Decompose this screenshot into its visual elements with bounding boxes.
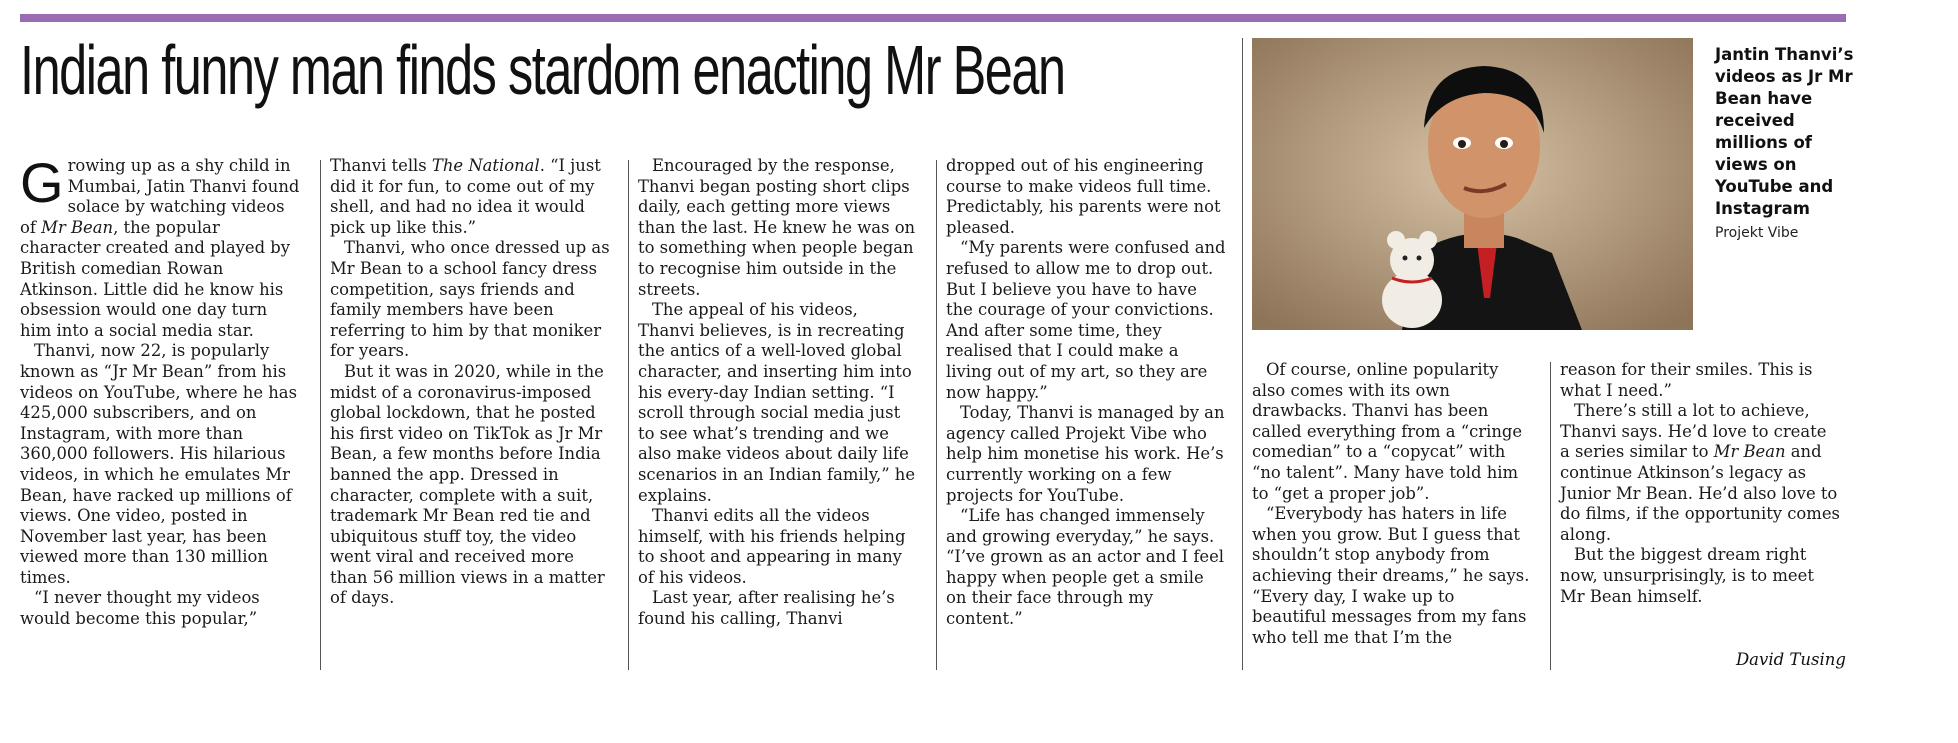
paragraph xyxy=(20,151,300,341)
paragraph: Last year, after realising he’s found his calling, Thanvi xyxy=(638,588,895,629)
caption-text: Jantin Thanvi’s videos as Jr Mr Bean have received millions of views on YouTube and Instagram xyxy=(1715,45,1854,218)
publication-name: The National xyxy=(431,156,540,175)
photo-credit: Projekt Vibe xyxy=(1715,225,1799,241)
paragraph-text: and continue Atkinson’s legacy as Junior Mr Bean. He’d also love to do films, if the opportunity comes along. xyxy=(1560,442,1840,544)
paragraph: “My parents were confused and refused to allow me to drop out. But I believe you have to have the courage of your convictions. And after some time, they realised that I could make a living out of my art, so they are now happy.” xyxy=(946,238,1226,402)
article-column-2 xyxy=(330,156,610,609)
show-title: Mr Bean xyxy=(1713,442,1786,462)
paragraph: Of course, online popularity also comes with its own drawbacks. Thanvi has been called everything from a “cringe comedian” to a “copycat” with “no talent”. Many have told him to “get a proper job”. xyxy=(1252,360,1523,503)
paragraph xyxy=(1560,401,1840,545)
paragraph: Thanvi, now 22, is popularly known as “Jr Mr Bean” from his videos on YouTube, where he has 425,000 subscribers, and on Instagram, with more than 360,000 followers. His hilarious videos, in which he emulates Mr Bean, have racked up millions of views. One video, posted in November last year, has been viewed more than 130 million times. xyxy=(20,341,297,587)
paragraph: reason for their smiles. This is what I need.” xyxy=(1560,360,1813,400)
paragraph: dropped out of his engineering course to make videos full time. Predictably, his parents were not pleased. xyxy=(946,156,1221,237)
paragraph-text: rowing up as a shy child in Mumbai, Jatin Thanvi found solace by watching videos of xyxy=(20,156,300,237)
column-rule xyxy=(320,160,321,670)
article-photo xyxy=(1252,38,1693,330)
article-column-5 xyxy=(1252,360,1532,648)
paragraph: “Life has changed immensely and growing everyday,” he says. “I’ve grown as an actor and I feel happy when people get a smile on their face through my content.” xyxy=(946,506,1225,629)
column-rule xyxy=(628,160,629,670)
photo-caption xyxy=(1715,44,1855,244)
portrait-illustration xyxy=(1252,38,1693,330)
article-column-4 xyxy=(946,156,1226,630)
paragraph: Today, Thanvi is managed by an agency called Projekt Vibe who help him monetise his work. He’s currently working on a few projects for YouTube. xyxy=(946,403,1225,505)
drop-cap: G xyxy=(20,151,64,214)
column-rule xyxy=(1550,362,1551,670)
paragraph: The appeal of his videos, Thanvi believes, is in recreating the antics of a well-loved global character, and inserting him into his every-day Indian setting. “I scroll through social media just to see what’s trending and we also make videos about daily life scenarios in an Indian family,” he explains. xyxy=(638,300,916,505)
paragraph-text: , the popular character created and played by British comedian Rowan Atkinson. Little did he know his obsession would one day turn him into a social media star. xyxy=(20,217,291,340)
paragraph-text: There’s still a lot to achieve, Thanvi says. He’d love to create a series similar to xyxy=(1560,401,1827,462)
paragraph: But the biggest dream right now, unsurprisingly, is to meet Mr Bean himself. xyxy=(1560,545,1814,606)
paragraph-text: . “I just did it for fun, to come out of my shell, and had no idea it would pick up like this.” xyxy=(330,156,601,237)
article-column-3 xyxy=(638,156,918,630)
paragraph xyxy=(330,156,610,238)
column-rule xyxy=(1242,38,1243,670)
paragraph-text: Thanvi tells xyxy=(330,156,432,175)
paragraph: Thanvi edits all the videos himself, with his friends helping to shoot and appearing in many of his videos. xyxy=(638,506,906,587)
column-rule xyxy=(936,160,937,670)
paragraph: Thanvi, who once dressed up as Mr Bean to a school fancy dress competition, says friends and family members have been referring to him by that moniker for years. xyxy=(330,238,610,361)
paragraph: “Everybody has haters in life when you grow. But I guess that shouldn’t stop anybody from achieving their dreams,” he says. “Every day, I wake up to beautiful messages from my fans who tell me that I’m the xyxy=(1252,504,1530,647)
section-color-bar xyxy=(20,14,1846,22)
headline: Indian funny man finds stardom enacting Mr Bean xyxy=(20,31,1065,109)
paragraph: “I never thought my videos would become this popular,” xyxy=(20,588,260,629)
paragraph: But it was in 2020, while in the midst of a coronavirus-imposed global lockdown, that he posted his first video on TikTok as Jr Mr Bean, a few months before India banned the app. Dressed in character, complete with a suit, trademark Mr Bean red tie and ubiquitous stuff toy, the video went viral and received more than 56 million views in a matter of days. xyxy=(330,361,605,608)
show-title: Mr Bean xyxy=(41,217,114,237)
article-column-6 xyxy=(1560,360,1840,607)
paragraph: Encouraged by the response, Thanvi began posting short clips daily, each getting more views than the last. He knew he was on to something when people began to recognise him outside in the streets. xyxy=(638,156,916,299)
article-column-1 xyxy=(20,151,300,630)
byline: David Tusing xyxy=(1735,650,1846,669)
